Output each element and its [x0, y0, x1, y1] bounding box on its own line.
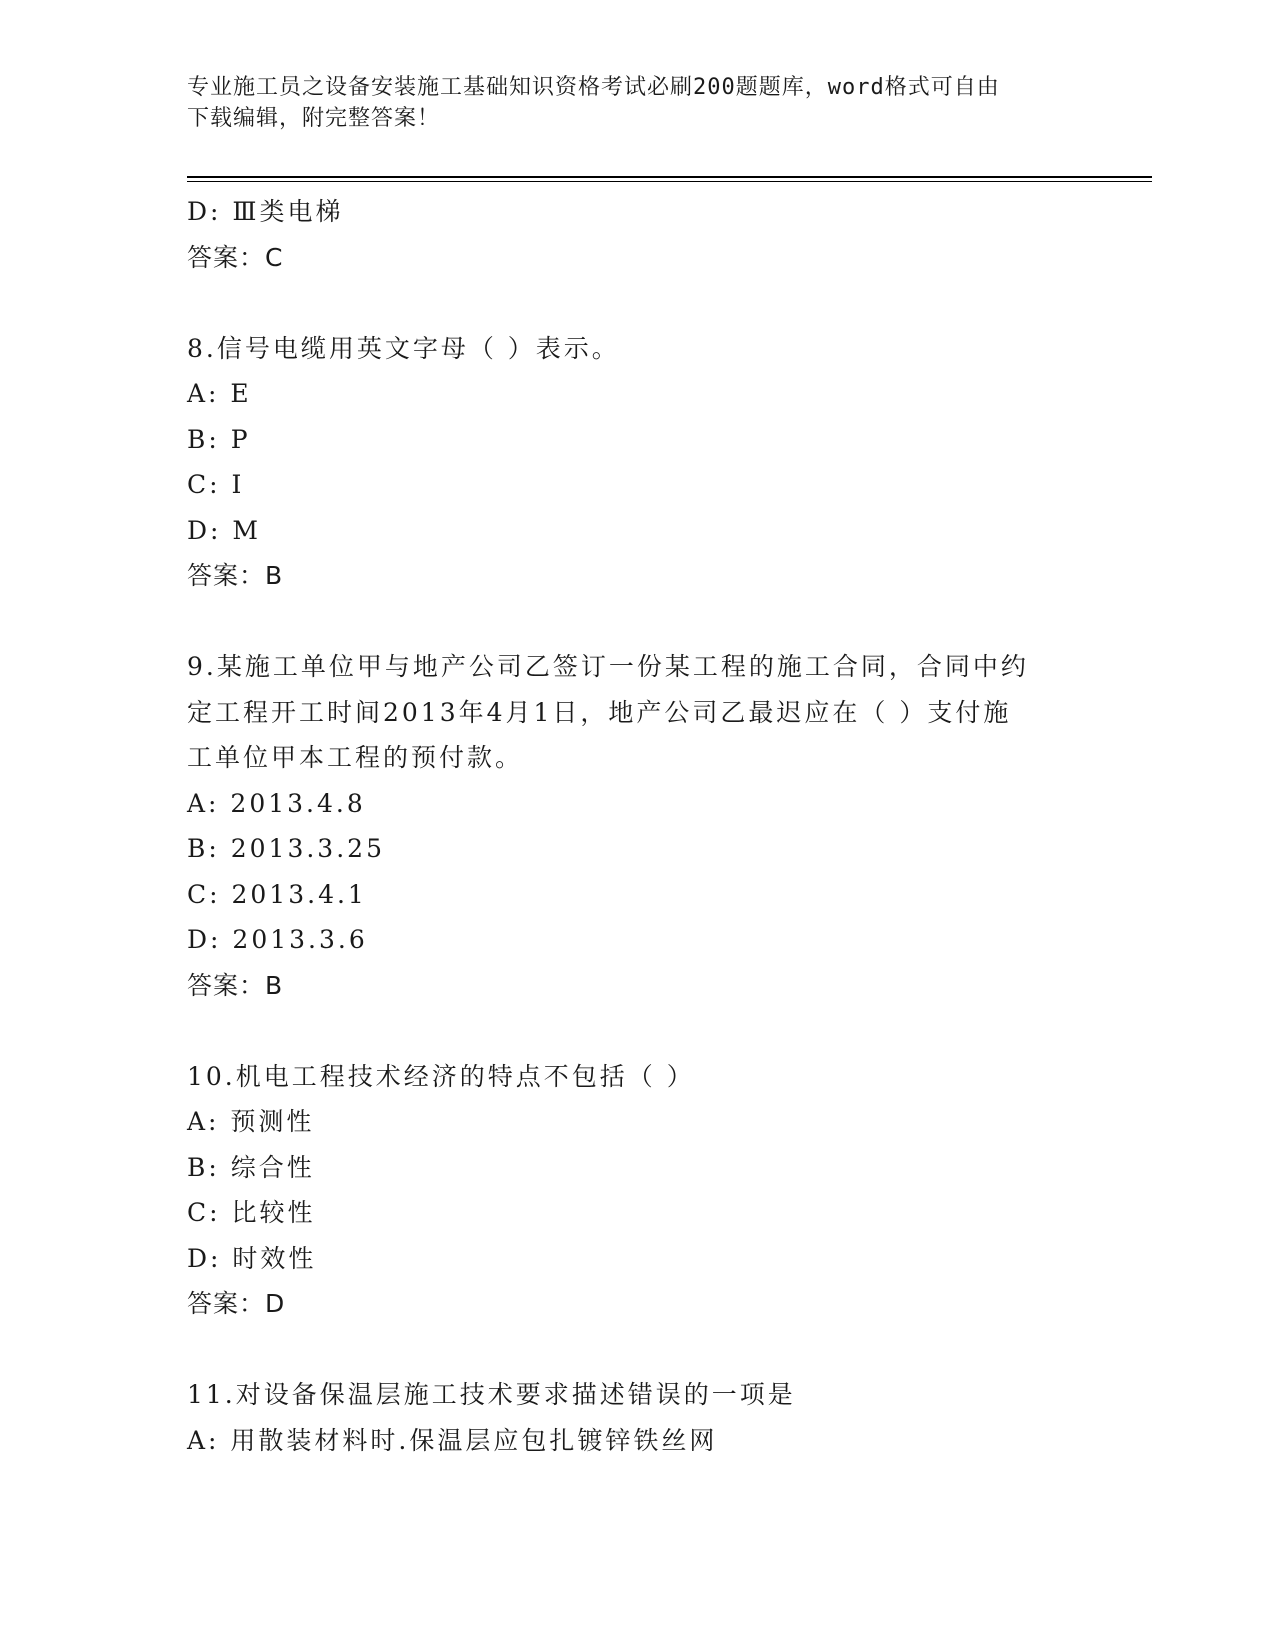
q8-question: 8.信号电缆用英文字母（ ）表示。 [187, 333, 620, 363]
header-rule-thick [187, 176, 1152, 178]
q8-answer: 答案：B [187, 561, 284, 590]
q9-option-d: D: 2013.3.6 [187, 925, 368, 954]
q10-answer: 答案：D [187, 1289, 286, 1318]
q9-answer: 答案：B [187, 970, 284, 1000]
q9-question-line-3: 工单位甲本工程的预付款。 [187, 743, 524, 772]
q8-option-a: A: E [187, 379, 252, 408]
q7-option-d: D: Ⅲ类电梯 [187, 197, 344, 226]
q7-answer: 答案：C [187, 242, 284, 272]
q8-option-b: B: P [187, 424, 251, 454]
spacer [187, 599, 1087, 645]
spacer [187, 1008, 1087, 1054]
q10-option-d: D: 时效性 [187, 1243, 317, 1273]
q9-option-c: C: 2013.4.1 [187, 879, 367, 909]
question-list [187, 189, 1087, 1463]
header-line-2: 下载编辑，附完整答案！ [187, 106, 441, 131]
q9-question-line-1: 9.某施工单位甲与地产公司乙签订一份某工程的施工合同，合同中约 [187, 652, 1029, 681]
q11-question: 11.对设备保温层施工技术要求描述错误的一项是 [187, 1380, 796, 1409]
spacer [187, 280, 1087, 326]
q9-option-a: A: 2013.4.8 [187, 788, 366, 818]
q8-option-d: D: M [187, 515, 262, 545]
q10-option-c: C: 比较性 [187, 1198, 316, 1227]
spacer [187, 1327, 1087, 1373]
q10-option-a: A: 预测性 [187, 1107, 315, 1136]
header-line-1: 专业施工员之设备安装施工基础知识资格考试必刷200题题库，word格式可自由 [187, 75, 1000, 100]
q10-question: 10.机电工程技术经济的特点不包括（ ） [187, 1061, 695, 1091]
q11-option-a: A: 用散装材料时.保温层应包扎镀锌铁丝网 [187, 1425, 718, 1455]
q9-question-line-2: 定工程开工时间2013年4月1日，地产公司乙最迟应在（ ）支付施 [187, 697, 1012, 727]
q8-option-c: C: I [187, 470, 245, 499]
q9-option-b: B: 2013.3.25 [187, 834, 385, 863]
header-rule-thin [187, 181, 1152, 182]
q10-option-b: B: 综合性 [187, 1152, 315, 1182]
document-header [187, 72, 1067, 134]
